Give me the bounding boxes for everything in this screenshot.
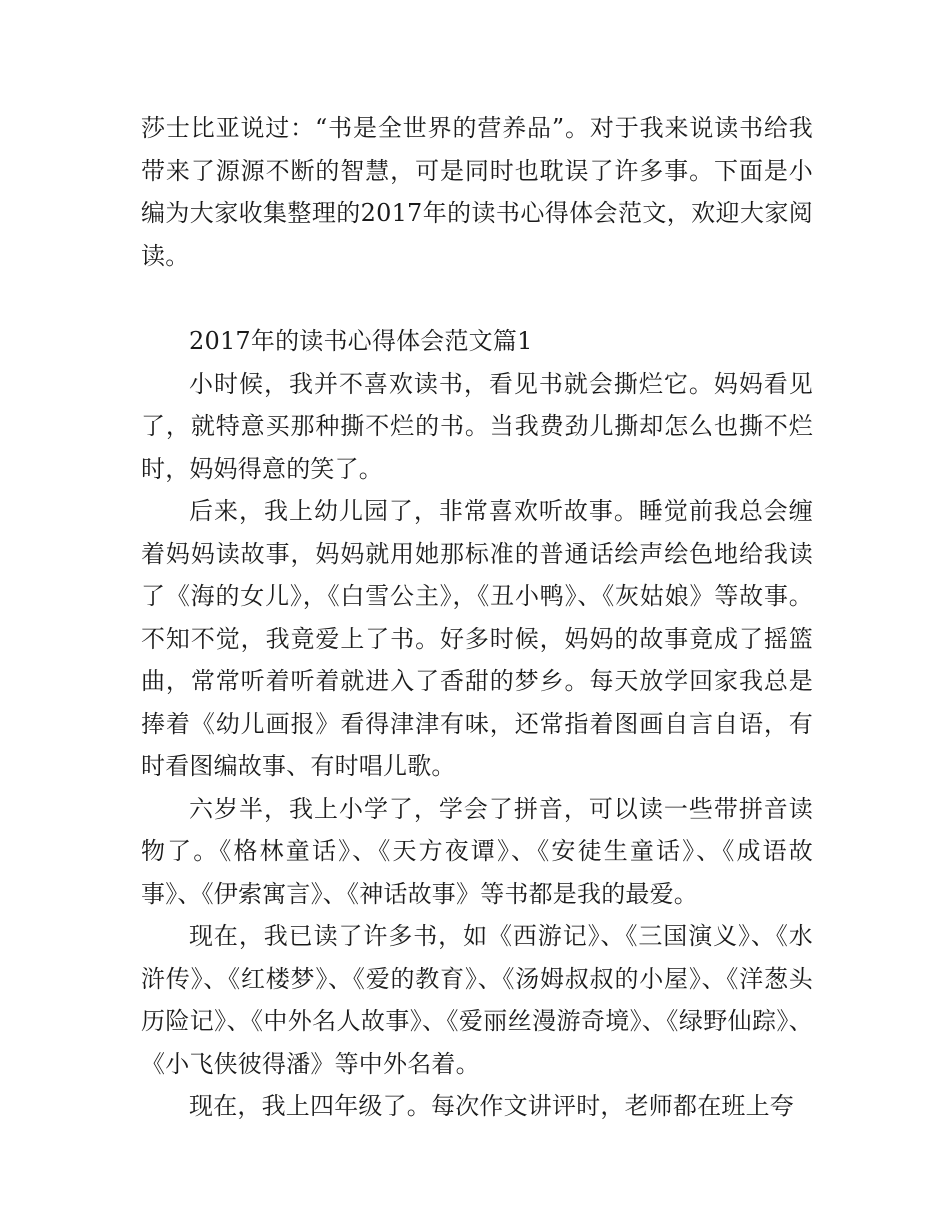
paragraph-3: 六岁半，我上小学了，学会了拼音，可以读一些带拼音读物了。《格林童话》、《天方夜谭》、《安徒生童话》、《成语故事》、《伊索寓言》、《神话故事》等书都是我的最爱。 bbox=[141, 794, 813, 908]
paragraph-4: 现在，我已读了许多书，如《西游记》、《三国演义》、《水浒传》、《红楼梦》、《爱的教育》、《汤姆叔叔的小屋》、《洋葱头历险记》、《中外名人故事》、《爱丽丝漫游奇境》、《绿野仙踪》、《小飞侠彼得潘》等中外名着。 bbox=[141, 922, 813, 1078]
paragraph-2: 后来，我上幼儿园了，非常喜欢听故事。睡觉前我总会缠着妈妈读故事，妈妈就用她那标准的普通话绘声绘色地给我读了《海的女儿》，《白雪公主》，《丑小鸭》、《灰姑娘》等故事。不知不觉，我竟爱上了书。好多时候，妈妈的故事竟成了摇篮曲，常常听着听着就进入了香甜的梦乡。每天放学回家我总是捧着《幼儿画报》看得津津有味，还常指着图画自言自语，有时看图编故事、有时唱儿歌。 bbox=[141, 497, 813, 780]
intro-paragraph: 莎士比亚说过：“书是全世界的营养品”。对于我来说读书给我带来了源源不断的智慧，可是同时也耽误了许多事。下面是小编为大家收集整理的2017年的读书心得体会范文，欢迎大家阅读。 bbox=[141, 114, 813, 270]
paragraph-5: 现在，我上四年级了。每次作文讲评时，老师都在班上夸 bbox=[189, 1092, 794, 1120]
document-body bbox=[141, 107, 813, 1128]
paragraph-1: 小时候，我并不喜欢读书，看见书就会撕烂它。妈妈看见了，就特意买那种撕不烂的书。当我费劲儿撕却怎么也撕不烂时，妈妈得意的笑了。 bbox=[141, 369, 813, 483]
section-title: 2017年的读书心得体会范文篇1 bbox=[189, 327, 533, 355]
